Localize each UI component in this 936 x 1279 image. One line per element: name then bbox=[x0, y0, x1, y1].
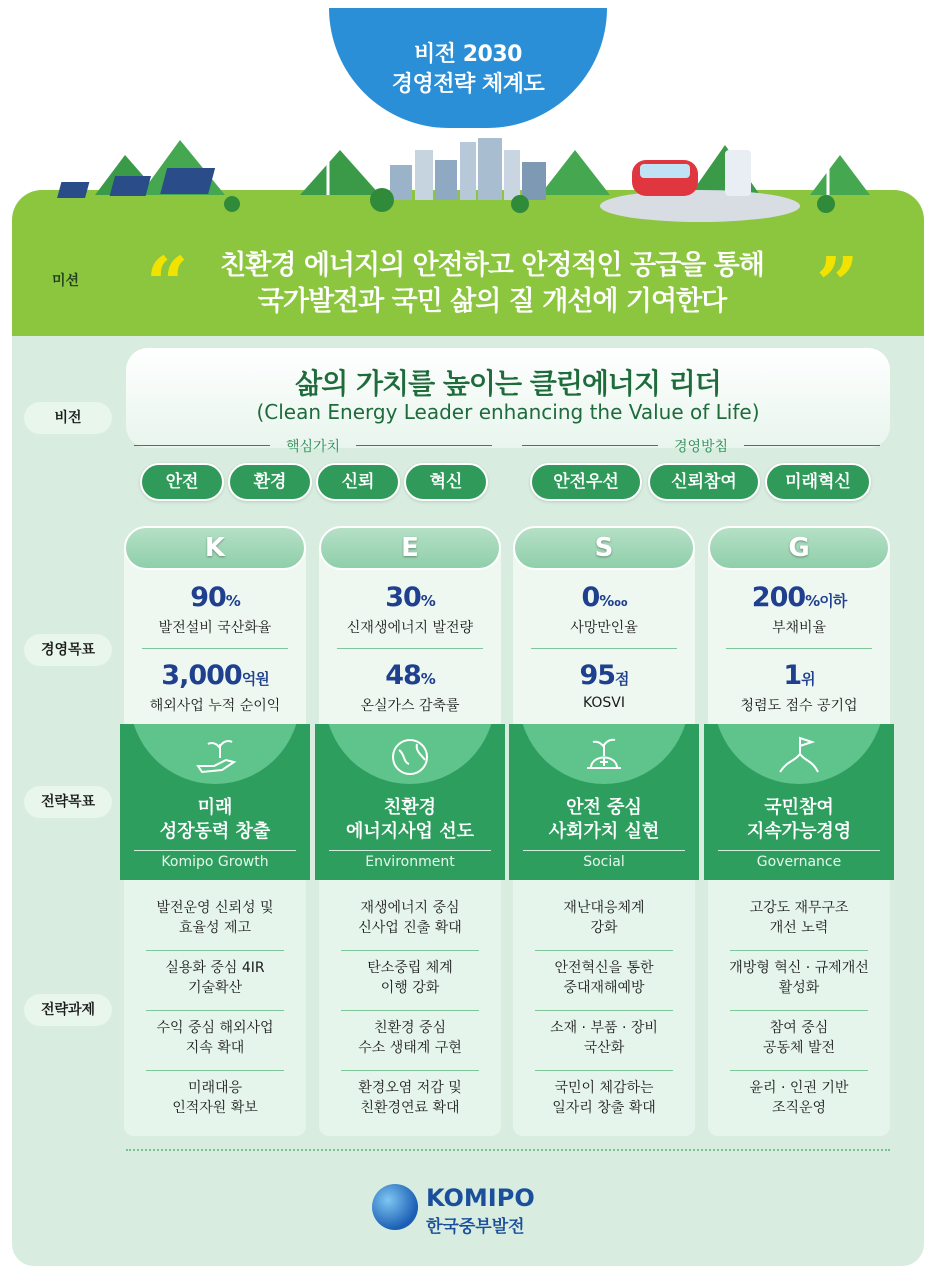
kesg-letter: K bbox=[124, 526, 306, 570]
task-line-1: 안전혁신을 통한 bbox=[554, 960, 654, 976]
task-line-1: 탄소중립 체계 bbox=[367, 960, 453, 976]
strategy-block bbox=[704, 724, 894, 880]
goal-value bbox=[124, 582, 306, 613]
task-item bbox=[319, 1078, 501, 1118]
title-line-1: 비전 2030 bbox=[414, 42, 522, 67]
strategy-line-2: 사회가치 실현 bbox=[548, 821, 660, 842]
goal-2 bbox=[124, 660, 306, 715]
goal-caption: 온실가스 감축률 bbox=[360, 698, 460, 714]
goal-caption: 발전설비 국산화율 bbox=[158, 620, 272, 636]
mission-label: 미션 bbox=[52, 273, 80, 289]
vision-main: 삶의 가치를 높이는 클린에너지 리더 bbox=[295, 367, 721, 400]
strategy-line-1: 국민참여 bbox=[764, 797, 834, 818]
task-item bbox=[124, 958, 306, 998]
goal-unit: % bbox=[420, 670, 435, 688]
strategy-line-1: 안전 중심 bbox=[566, 797, 642, 818]
goal-caption: KOSVI bbox=[582, 695, 626, 711]
goal-unit: 억원 bbox=[241, 670, 269, 688]
task-item bbox=[708, 1078, 890, 1118]
strategy-title bbox=[315, 796, 505, 844]
goal-unit: 위 bbox=[801, 670, 815, 688]
task-separator bbox=[146, 1010, 284, 1011]
goal-unit: % bbox=[420, 592, 435, 610]
goal-1 bbox=[513, 582, 695, 637]
task-item bbox=[319, 958, 501, 998]
goal-number: 0 bbox=[581, 582, 600, 613]
goal-separator bbox=[726, 648, 872, 649]
task-item bbox=[319, 898, 501, 938]
task-separator bbox=[341, 1070, 479, 1071]
task-line-1: 수익 중심 해외사업 bbox=[156, 1020, 274, 1036]
task-separator bbox=[341, 1010, 479, 1011]
divider-line bbox=[744, 445, 880, 446]
task-line-2: 인적자원 확보 bbox=[172, 1100, 258, 1116]
goal-value bbox=[319, 660, 501, 691]
goal-2 bbox=[513, 660, 695, 711]
helmet-sprout-icon bbox=[581, 732, 627, 778]
goal-1 bbox=[319, 582, 501, 637]
mission-line-1: 친환경 에너지의 안전하고 안정적인 공급을 통해 bbox=[220, 250, 764, 281]
task-line-1: 미래대응 bbox=[187, 1080, 243, 1096]
goal-number: 200 bbox=[751, 582, 806, 613]
strategic-goals-label: 전략목표 bbox=[24, 786, 112, 818]
task-line-2: 개선 노력 bbox=[769, 920, 829, 936]
core-values-heading bbox=[134, 436, 492, 454]
goal-value bbox=[513, 660, 695, 691]
strategy-english: Komipo Growth bbox=[161, 854, 269, 870]
task-line-1: 실용화 중심 4IR bbox=[165, 960, 265, 976]
goal-value bbox=[708, 582, 890, 613]
goal-value bbox=[319, 582, 501, 613]
tasks-panel bbox=[319, 880, 501, 1136]
task-line-2: 효율성 제고 bbox=[178, 920, 252, 936]
task-line-2: 공동체 발전 bbox=[762, 1040, 836, 1056]
strategy-line-1: 미래 bbox=[197, 797, 233, 818]
task-line-2: 기술확산 bbox=[187, 980, 243, 996]
kesg-letter: G bbox=[708, 526, 890, 570]
policy-pill: 신뢰참여 bbox=[648, 463, 760, 501]
strategy-divider bbox=[523, 850, 685, 851]
task-line-1: 참여 중심 bbox=[769, 1020, 829, 1036]
divider-line bbox=[356, 445, 492, 446]
task-line-2: 수소 생태계 구현 bbox=[358, 1040, 462, 1056]
task-separator bbox=[146, 1070, 284, 1071]
goal-caption: 신재생에너지 발전량 bbox=[346, 620, 474, 636]
goal-number: 30 bbox=[385, 582, 421, 613]
title-line-2: 경영전략 체계도 bbox=[391, 72, 545, 97]
vision-label: 비전 bbox=[24, 402, 112, 434]
policy-pill: 안전우선 bbox=[530, 463, 642, 501]
goal-value bbox=[513, 582, 695, 613]
task-item bbox=[124, 898, 306, 938]
task-separator bbox=[341, 950, 479, 951]
task-separator bbox=[535, 950, 673, 951]
task-line-2: 친환경연료 확대 bbox=[360, 1100, 460, 1116]
logo-mark-icon bbox=[372, 1184, 418, 1230]
kesg-letter: S bbox=[513, 526, 695, 570]
divider-line bbox=[522, 445, 658, 446]
task-line-2: 지속 확대 bbox=[185, 1040, 245, 1056]
task-line-1: 고강도 재무구조 bbox=[749, 900, 849, 916]
kesg-column bbox=[708, 526, 890, 1136]
flag-summit-icon bbox=[776, 732, 822, 778]
goal-caption: 부채비율 bbox=[771, 620, 827, 636]
task-line-2: 강화 bbox=[590, 920, 618, 936]
mission-text bbox=[192, 248, 792, 320]
tasks-label: 전략과제 bbox=[24, 994, 112, 1026]
strategy-line-2: 에너지사업 선도 bbox=[346, 821, 474, 842]
logo-korean-name: 한국중부발전 bbox=[426, 1217, 525, 1237]
task-separator bbox=[146, 950, 284, 951]
task-line-2: 중대재해예방 bbox=[563, 980, 645, 996]
task-item bbox=[513, 958, 695, 998]
title-dome bbox=[329, 8, 607, 128]
policy-pill: 미래혁신 bbox=[765, 463, 871, 501]
mission-line-2: 국가발전과 국민 삶의 질 개선에 기여한다 bbox=[257, 286, 727, 317]
open-quote-icon: “ bbox=[146, 242, 189, 328]
kesg-column bbox=[513, 526, 695, 1136]
goal-number: 90 bbox=[190, 582, 226, 613]
task-separator bbox=[730, 950, 868, 951]
task-line-2: 신사업 진출 확대 bbox=[358, 920, 462, 936]
tasks-panel bbox=[708, 880, 890, 1136]
close-quote-icon: ” bbox=[816, 242, 859, 328]
goal-number: 48 bbox=[385, 660, 421, 691]
strategy-divider bbox=[329, 850, 491, 851]
task-line-1: 재난대응체계 bbox=[563, 900, 645, 916]
task-line-1: 개방형 혁신 · 규제개선 bbox=[729, 960, 869, 976]
goal-unit: ‱ bbox=[599, 592, 627, 610]
tasks-panel bbox=[124, 880, 306, 1136]
strategy-title bbox=[509, 796, 699, 844]
task-item bbox=[124, 1018, 306, 1058]
goal-separator bbox=[337, 648, 483, 649]
kesg-letter: E bbox=[319, 526, 501, 570]
goal-number: 95 bbox=[579, 660, 616, 691]
task-item bbox=[319, 1018, 501, 1058]
core-values-heading-text: 핵심가치 bbox=[285, 439, 341, 455]
goal-unit: % bbox=[225, 592, 240, 610]
logo-name: KOMIPO bbox=[426, 1184, 535, 1212]
vision-sub: (Clean Energy Leader enhancing the Value of Life) bbox=[256, 400, 760, 424]
task-line-2: 조직운영 bbox=[771, 1100, 827, 1116]
task-separator bbox=[730, 1010, 868, 1011]
strategy-line-2: 지속가능경영 bbox=[746, 821, 852, 842]
goal-caption: 해외사업 누적 순이익 bbox=[149, 698, 281, 714]
task-item bbox=[513, 898, 695, 938]
goal-unit: 점 bbox=[615, 670, 629, 688]
task-line-1: 소재 · 부품 · 장비 bbox=[550, 1020, 658, 1036]
strategy-divider bbox=[134, 850, 296, 851]
task-line-2: 이행 강화 bbox=[380, 980, 440, 996]
task-line-2: 국산화 bbox=[583, 1040, 625, 1056]
goal-caption: 사망만인율 bbox=[570, 620, 638, 636]
tasks-panel bbox=[513, 880, 695, 1136]
strategy-title bbox=[704, 796, 894, 844]
task-line-2: 활성화 bbox=[778, 980, 820, 996]
policy-heading-text: 경영방침 bbox=[673, 439, 729, 455]
task-item bbox=[708, 898, 890, 938]
goals-label: 경영목표 bbox=[24, 634, 112, 666]
core-value-pill: 혁신 bbox=[404, 463, 488, 501]
komipo-logo bbox=[372, 1184, 572, 1240]
strategy-divider bbox=[718, 850, 880, 851]
hand-plant-icon bbox=[192, 732, 238, 778]
policy-heading bbox=[522, 436, 880, 454]
goal-caption: 청렴도 점수 공기업 bbox=[740, 698, 858, 714]
kesg-column bbox=[319, 526, 501, 1136]
goal-1 bbox=[124, 582, 306, 637]
task-separator bbox=[730, 1070, 868, 1071]
task-item bbox=[708, 958, 890, 998]
core-value-pill: 환경 bbox=[228, 463, 312, 501]
goal-2 bbox=[319, 660, 501, 715]
task-line-1: 윤리 · 인권 기반 bbox=[749, 1080, 849, 1096]
goal-value bbox=[708, 660, 890, 691]
strategy-english: Governance bbox=[756, 854, 842, 870]
goal-separator bbox=[142, 648, 288, 649]
goal-separator bbox=[531, 648, 677, 649]
task-line-1: 국민이 체감하는 bbox=[554, 1080, 654, 1096]
task-line-2: 일자리 창출 확대 bbox=[552, 1100, 656, 1116]
globe-leaf-icon bbox=[387, 732, 433, 778]
task-separator bbox=[535, 1070, 673, 1071]
divider-line bbox=[134, 445, 270, 446]
goal-value bbox=[124, 660, 306, 691]
goal-unit: %이하 bbox=[805, 592, 847, 610]
strategy-english: Environment bbox=[365, 854, 455, 870]
task-line-1: 발전운영 신뢰성 및 bbox=[156, 900, 274, 916]
mission-band bbox=[12, 228, 924, 336]
goal-2 bbox=[708, 660, 890, 715]
dotted-divider bbox=[126, 1149, 890, 1151]
task-line-1: 환경오염 저감 및 bbox=[358, 1080, 462, 1096]
task-item bbox=[124, 1078, 306, 1118]
goal-number: 3,000 bbox=[161, 660, 242, 691]
task-line-1: 친환경 중심 bbox=[373, 1020, 447, 1036]
task-separator bbox=[535, 1010, 673, 1011]
task-line-1: 재생에너지 중심 bbox=[360, 900, 460, 916]
kesg-column bbox=[124, 526, 306, 1136]
task-item bbox=[708, 1018, 890, 1058]
strategy-line-2: 성장동력 창출 bbox=[159, 821, 271, 842]
goal-1 bbox=[708, 582, 890, 637]
strategy-english: Social bbox=[583, 854, 625, 870]
strategy-block bbox=[509, 724, 699, 880]
goal-number: 1 bbox=[783, 660, 802, 691]
core-value-pill: 안전 bbox=[140, 463, 224, 501]
landscape-illustration bbox=[0, 120, 936, 240]
task-item bbox=[513, 1018, 695, 1058]
strategy-block bbox=[120, 724, 310, 880]
task-item bbox=[513, 1078, 695, 1118]
strategy-line-1: 친환경 bbox=[383, 797, 437, 818]
core-value-pill: 신뢰 bbox=[316, 463, 400, 501]
strategy-title bbox=[120, 796, 310, 844]
strategy-block bbox=[315, 724, 505, 880]
